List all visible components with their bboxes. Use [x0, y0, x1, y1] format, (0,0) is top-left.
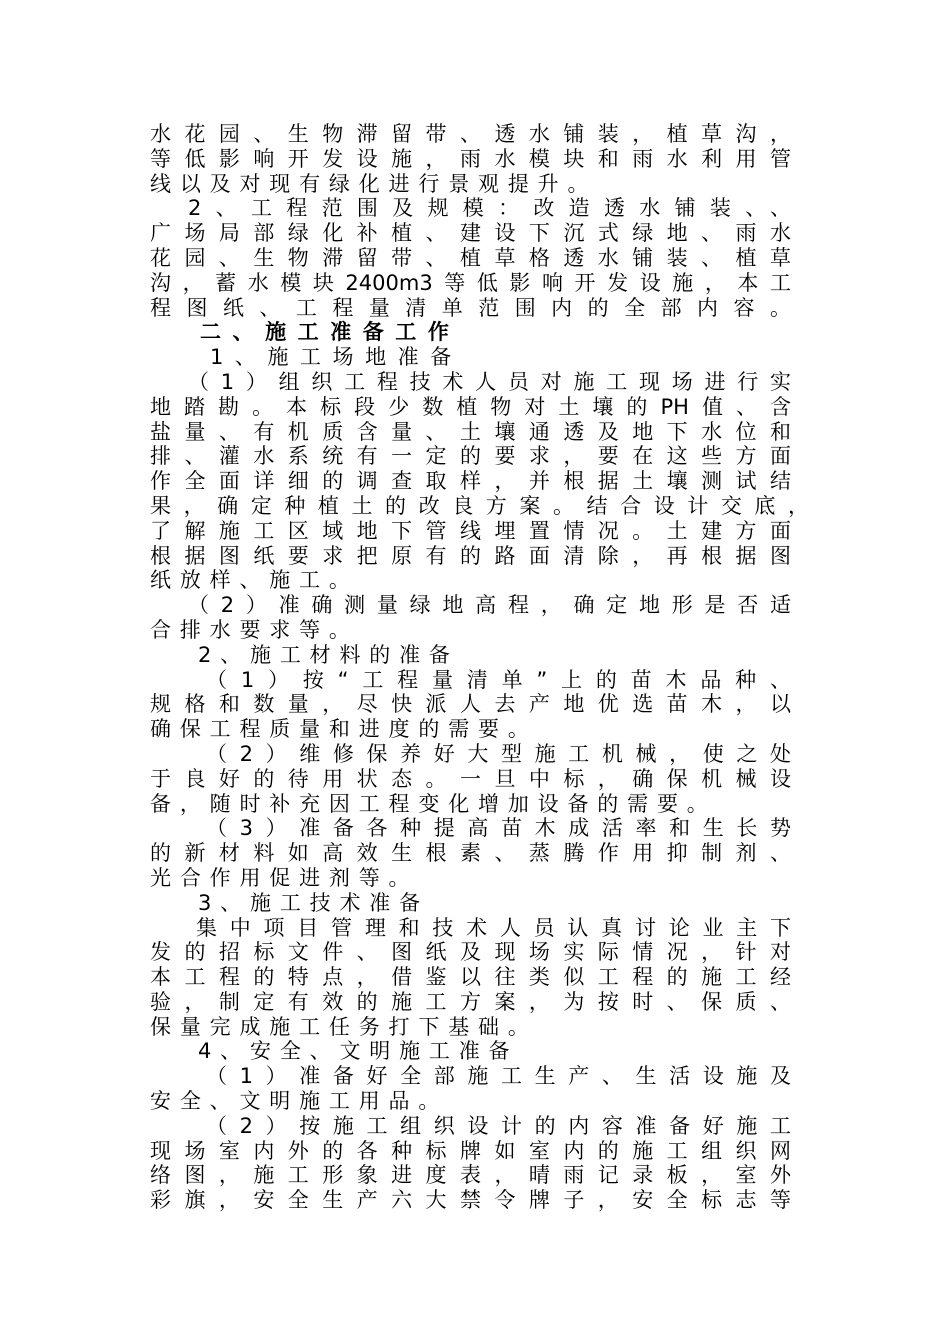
body-line: 等低影响开发设施，雨水模块和雨水利用管	[150, 146, 791, 171]
subsection-heading: 4、安全、文明施工准备	[198, 1039, 519, 1064]
body-line: 的新材料如高效生根素、蒸腾作用抑制剂、	[150, 841, 791, 866]
body-line: 合排水要求等。	[150, 617, 359, 642]
body-line: 本工程的特点，借鉴以往类似工程的施工经	[150, 965, 791, 990]
body-line: 程图纸、工程量清单范围内的全部内容。	[150, 295, 791, 320]
body-line: 安全、文明施工用品。	[150, 1089, 449, 1114]
body-line: （1）组织工程技术人员对施工现场进行实	[188, 369, 791, 394]
body-line: （2）准确测量绿地高程，确定地形是否适	[188, 593, 791, 618]
body-line: 作全面详细的调查取样，并根据土壤测试结	[150, 469, 791, 494]
body-line: 排、灌水系统有一定的要求，要在这些方面	[150, 444, 791, 469]
body-line: 确保工程质量和进度的需要。	[150, 717, 538, 742]
body-line: 花园、生物滞留带、植草格透水铺装、植草	[150, 245, 791, 270]
body-line: （2）按施工组织设计的内容准备好施工	[206, 1113, 791, 1138]
body-line: 根据图纸要求把原有的路面清除，再根据图	[150, 543, 791, 568]
body-line: 备，随时补充因工程变化增加设备的需要。	[150, 791, 717, 816]
body-line: 2、工程范围及规模：改造透水铺装、、	[188, 196, 791, 221]
body-line: 络图，施工形象进度表，晴雨记录板，室外	[150, 1163, 791, 1188]
body-line: （3）准备各种提高苗木成活率和生长势	[206, 816, 791, 841]
body-line: 于良好的待用状态。一旦中标，确保机械设	[150, 766, 791, 791]
body-line: 规格和数量，尽快派人去产地优选苗木，以	[150, 692, 791, 717]
section-heading: 二、施工准备工作	[200, 320, 461, 345]
body-line: 水花园、生物滞留带、透水铺装，植草沟，	[150, 122, 791, 146]
body-line: 了解施工区域地下管线埋置情况。土建方面	[150, 518, 791, 543]
body-line: 盐量、有机质含量、土壤通透及地下水位和	[150, 419, 791, 444]
subsection-heading: 3、施工技术准备	[198, 890, 429, 915]
body-line: 广场局部绿化补植、建设下沉式绿地、雨水	[150, 221, 791, 246]
body-line: 沟，蓄水模块2400m3等低影响开发设施，本工	[150, 270, 791, 295]
body-line: 线以及对现有绿化进行景观提升。	[150, 171, 598, 196]
subsection-heading: 1、施工场地准备	[210, 345, 463, 370]
subsection-heading: 2、施工材料的准备	[198, 642, 459, 667]
body-line: 验，制定有效的施工方案，为按时、保质、	[150, 989, 791, 1014]
body-line: 发的招标文件、图纸及现场实际情况，针对	[150, 940, 791, 965]
body-line: （1）按“工程量清单”上的苗木品种、	[206, 667, 791, 692]
body-line: 集中项目管理和技术人员认真讨论业主下	[196, 915, 791, 940]
body-line: 果，确定种植土的改良方案。结合设计交底，	[150, 493, 809, 518]
body-line: 地踏勘。本标段少数植物对土壤的PH值、含	[150, 394, 791, 419]
body-line: （1）准备好全部施工生产、生活设施及	[206, 1064, 791, 1089]
body-line: 现场室内外的各种标牌如室内的施工组织网	[150, 1138, 791, 1163]
body-line: 光合作用促进剂等。	[150, 865, 419, 890]
body-line: 纸放样、施工。	[150, 568, 359, 593]
body-line: （2）维修保养好大型施工机械，使之处	[206, 741, 791, 766]
document-page	[150, 122, 809, 1213]
body-line: 保量完成施工任务打下基础。	[150, 1014, 538, 1039]
body-line: 彩旗，安全生产六大禁令牌子，安全标志等	[150, 1188, 791, 1213]
